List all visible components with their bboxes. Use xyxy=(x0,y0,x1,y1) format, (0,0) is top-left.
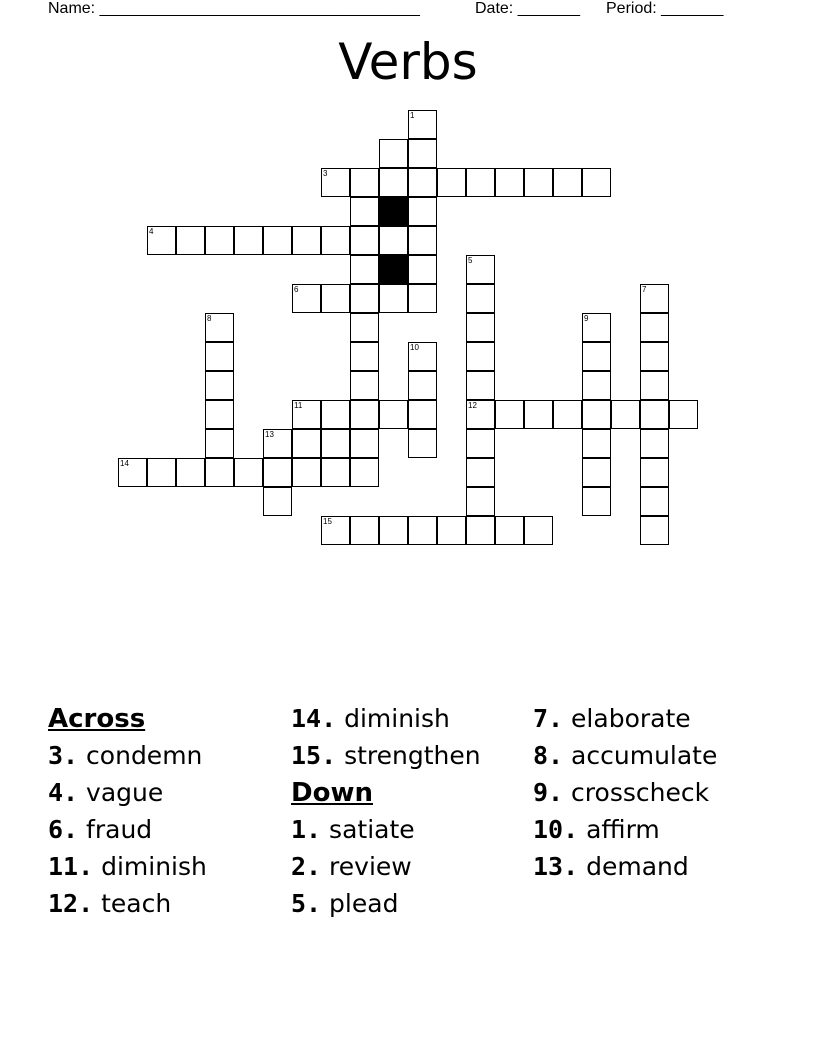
crossword-cell[interactable] xyxy=(321,168,350,197)
crossword-cell[interactable] xyxy=(611,400,640,429)
clue-item-number: 4. xyxy=(48,778,79,807)
date-field-label: Date: _______ xyxy=(475,0,580,17)
crossword-cell[interactable] xyxy=(408,197,437,226)
crossword-cell[interactable] xyxy=(466,168,495,197)
crossword-cell[interactable] xyxy=(176,458,205,487)
crossword-cell[interactable] xyxy=(205,342,234,371)
clue-number: 11 xyxy=(294,401,303,410)
crossword-cell[interactable] xyxy=(437,168,466,197)
crossword-cell[interactable] xyxy=(350,284,379,313)
crossword-cell[interactable] xyxy=(234,226,263,255)
crossword-cell[interactable] xyxy=(408,342,437,371)
clue-item-number: 1. xyxy=(291,815,322,844)
crossword-cell[interactable] xyxy=(466,516,495,545)
clue-item-text: review xyxy=(321,852,412,881)
crossword-cell[interactable] xyxy=(640,429,669,458)
crossword-cell[interactable] xyxy=(350,400,379,429)
crossword-cell[interactable] xyxy=(466,284,495,313)
crossword-cell[interactable] xyxy=(350,429,379,458)
clue-section-heading xyxy=(48,700,288,737)
clue-item-number: 12. xyxy=(48,889,94,918)
crossword-cell[interactable] xyxy=(582,342,611,371)
crossword-cell[interactable] xyxy=(466,487,495,516)
crossword-cell[interactable] xyxy=(379,516,408,545)
clue-item xyxy=(533,737,773,774)
clue-item-text: vague xyxy=(78,778,164,807)
clue-item-number: 14. xyxy=(291,704,337,733)
crossword-cell[interactable] xyxy=(263,458,292,487)
clue-item-number: 10. xyxy=(533,815,579,844)
clue-item xyxy=(48,737,288,774)
crossword-cell[interactable] xyxy=(350,255,379,284)
crossword-cell[interactable] xyxy=(350,516,379,545)
crossword-cell[interactable] xyxy=(408,284,437,313)
crossword-cell[interactable] xyxy=(205,313,234,342)
clue-item-text: accumulate xyxy=(563,741,718,770)
crossword-cell[interactable] xyxy=(263,487,292,516)
crossword-cell[interactable] xyxy=(408,429,437,458)
clue-item xyxy=(48,848,288,885)
crossword-cell[interactable] xyxy=(118,458,147,487)
clue-item xyxy=(48,811,288,848)
clue-number: 7 xyxy=(642,285,647,294)
crossword-cell[interactable] xyxy=(408,139,437,168)
clue-item-text: satiate xyxy=(321,815,415,844)
clue-item-text: elaborate xyxy=(563,704,691,733)
clue-number: 3 xyxy=(323,169,328,178)
clue-item-text: diminish xyxy=(93,852,207,881)
crossword-cell[interactable] xyxy=(408,516,437,545)
clue-number: 6 xyxy=(294,285,299,294)
crossword-cell[interactable] xyxy=(640,400,669,429)
clue-item xyxy=(533,848,773,885)
crossword-cell[interactable] xyxy=(640,284,669,313)
clue-item xyxy=(291,700,531,737)
crossword-cell[interactable] xyxy=(321,458,350,487)
clue-item xyxy=(291,811,531,848)
crossword-cell[interactable] xyxy=(582,313,611,342)
crossword-cell[interactable] xyxy=(379,168,408,197)
crossword-cell[interactable] xyxy=(292,429,321,458)
section-heading-label: Across xyxy=(48,704,146,734)
clue-item-text: demand xyxy=(578,852,689,881)
crossword-cell[interactable] xyxy=(350,313,379,342)
clue-number: 5 xyxy=(468,256,473,265)
clue-column-3 xyxy=(533,700,773,885)
crossword-cell[interactable] xyxy=(495,400,524,429)
crossword-cell[interactable] xyxy=(147,226,176,255)
crossword-cell[interactable] xyxy=(147,458,176,487)
crossword-cell[interactable] xyxy=(466,255,495,284)
clue-number: 15 xyxy=(323,517,332,526)
crossword-cell[interactable] xyxy=(263,226,292,255)
crossword-cell[interactable] xyxy=(582,400,611,429)
crossword-cell[interactable] xyxy=(408,400,437,429)
crossword-cell[interactable] xyxy=(640,487,669,516)
clue-item xyxy=(291,848,531,885)
section-heading-label: Down xyxy=(291,778,373,808)
clue-number: 9 xyxy=(584,314,589,323)
crossword-cell[interactable] xyxy=(466,371,495,400)
clue-item-number: 7. xyxy=(533,704,564,733)
crossword-cell[interactable] xyxy=(379,400,408,429)
crossword-cell[interactable] xyxy=(292,226,321,255)
clue-column-2 xyxy=(291,700,531,922)
crossword-cell[interactable] xyxy=(466,429,495,458)
crossword-cell[interactable] xyxy=(350,197,379,226)
clue-item xyxy=(291,737,531,774)
crossword-cell[interactable] xyxy=(524,516,553,545)
crossword-cell[interactable] xyxy=(292,400,321,429)
clue-number: 10 xyxy=(410,343,419,352)
clue-item-text: diminish xyxy=(336,704,450,733)
crossword-cell[interactable] xyxy=(495,516,524,545)
crossword-cell[interactable] xyxy=(466,342,495,371)
crossword-cell[interactable] xyxy=(350,371,379,400)
clue-item-number: 6. xyxy=(48,815,79,844)
clue-number: 8 xyxy=(207,314,212,323)
crossword-cell[interactable] xyxy=(408,226,437,255)
crossword-cell[interactable] xyxy=(292,284,321,313)
crossword-cell[interactable] xyxy=(408,110,437,139)
crossword-cell[interactable] xyxy=(466,400,495,429)
clue-number: 12 xyxy=(468,401,477,410)
crossword-cell[interactable] xyxy=(640,342,669,371)
clue-item-text: crosscheck xyxy=(563,778,710,807)
crossword-cell[interactable] xyxy=(640,516,669,545)
crossword-cell[interactable] xyxy=(582,429,611,458)
clue-item-number: 3. xyxy=(48,741,79,770)
crossword-cell[interactable] xyxy=(582,487,611,516)
black-cell xyxy=(379,197,408,226)
clue-item-number: 15. xyxy=(291,741,337,770)
crossword-cell[interactable] xyxy=(408,168,437,197)
crossword-cell[interactable] xyxy=(176,226,205,255)
clue-item-text: strengthen xyxy=(336,741,481,770)
clue-number: 14 xyxy=(120,459,129,468)
clue-item-number: 13. xyxy=(533,852,579,881)
crossword-cell[interactable] xyxy=(669,400,698,429)
crossword-cell[interactable] xyxy=(408,255,437,284)
clue-item-text: affirm xyxy=(578,815,660,844)
crossword-cell[interactable] xyxy=(582,371,611,400)
clue-item-number: 8. xyxy=(533,741,564,770)
clue-number: 13 xyxy=(265,430,274,439)
page-title: Verbs xyxy=(338,33,478,91)
period-field-label: Period: _______ xyxy=(606,0,724,17)
crossword-cell[interactable] xyxy=(321,429,350,458)
crossword-cell[interactable] xyxy=(321,284,350,313)
clue-item-number: 9. xyxy=(533,778,564,807)
crossword-cell[interactable] xyxy=(640,313,669,342)
crossword-cell[interactable] xyxy=(640,371,669,400)
crossword-cell[interactable] xyxy=(466,313,495,342)
clue-item-text: fraud xyxy=(78,815,153,844)
crossword-cell[interactable] xyxy=(582,458,611,487)
clue-item xyxy=(533,700,773,737)
crossword-cell[interactable] xyxy=(321,226,350,255)
crossword-cell[interactable] xyxy=(205,429,234,458)
clue-item-text: plead xyxy=(321,889,399,918)
crossword-cell[interactable] xyxy=(466,458,495,487)
crossword-cell[interactable] xyxy=(350,342,379,371)
clue-item-number: 2. xyxy=(291,852,322,881)
clue-item xyxy=(533,774,773,811)
crossword-cell[interactable] xyxy=(263,429,292,458)
clue-item-text: condemn xyxy=(78,741,203,770)
crossword-cell[interactable] xyxy=(321,400,350,429)
crossword-cell[interactable] xyxy=(553,168,582,197)
crossword-cell[interactable] xyxy=(350,458,379,487)
crossword-cell[interactable] xyxy=(292,458,321,487)
crossword-cell[interactable] xyxy=(205,371,234,400)
crossword-cell[interactable] xyxy=(379,226,408,255)
crossword-cell[interactable] xyxy=(640,458,669,487)
crossword-cell[interactable] xyxy=(205,400,234,429)
crossword-cell[interactable] xyxy=(437,516,466,545)
crossword-cell[interactable] xyxy=(205,458,234,487)
clue-item-number: 11. xyxy=(48,852,94,881)
crossword-cell[interactable] xyxy=(582,168,611,197)
clue-item-text: teach xyxy=(93,889,172,918)
name-field-label: Name: ____________________________________ xyxy=(48,0,420,17)
crossword-cell[interactable] xyxy=(524,400,553,429)
crossword-cell[interactable] xyxy=(321,516,350,545)
crossword-cell[interactable] xyxy=(205,226,234,255)
black-cell xyxy=(379,255,408,284)
clue-item-number: 5. xyxy=(291,889,322,918)
crossword-cell[interactable] xyxy=(408,371,437,400)
crossword-cell[interactable] xyxy=(234,458,263,487)
clue-number: 4 xyxy=(149,227,154,236)
clue-number: 1 xyxy=(410,111,415,120)
clue-item xyxy=(48,885,288,922)
crossword-cell[interactable] xyxy=(495,168,524,197)
crossword-cell[interactable] xyxy=(350,168,379,197)
crossword-cell[interactable] xyxy=(379,139,408,168)
clue-item xyxy=(48,774,288,811)
crossword-cell[interactable] xyxy=(379,284,408,313)
clue-column-1 xyxy=(48,700,288,922)
crossword-cell[interactable] xyxy=(350,226,379,255)
clue-item xyxy=(533,811,773,848)
clue-section-heading xyxy=(291,774,531,811)
clue-item xyxy=(291,885,531,922)
crossword-cell[interactable] xyxy=(524,168,553,197)
crossword-cell[interactable] xyxy=(553,400,582,429)
